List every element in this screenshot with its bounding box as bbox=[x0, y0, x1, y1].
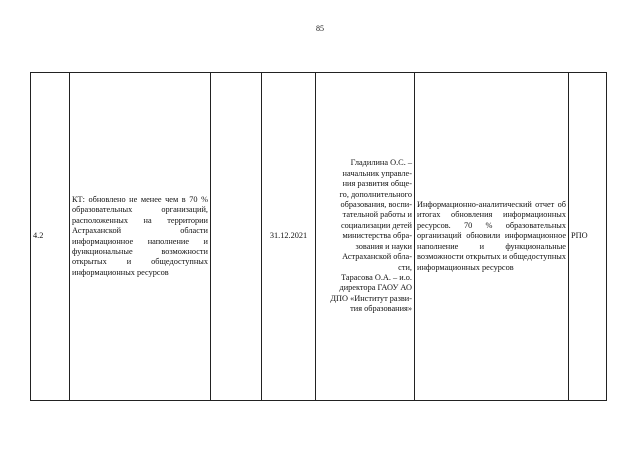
control-point-description-cell: КТ: обновлено не менее чем в 70 % образовательных организаций, расположенных на территории Астраханской области информационное наполнение и функциональные возможности открытых и общедоступных информационных ресурсов bbox=[70, 73, 211, 401]
responsible-line: социализации детей bbox=[340, 220, 412, 230]
responsible-line: начальник управле- bbox=[342, 168, 412, 178]
responsible-line: Тарасова О.А. – и.о. bbox=[341, 272, 412, 282]
plan-table bbox=[30, 72, 607, 401]
responsible-line: Астраханской обла- bbox=[342, 252, 412, 262]
document-code-cell: РПО bbox=[569, 73, 607, 401]
row-number-cell: 4.2 bbox=[31, 73, 70, 401]
empty-cell bbox=[211, 73, 262, 401]
responsible-line: министерства обра- bbox=[342, 231, 412, 241]
responsible-line: зования и науки bbox=[355, 241, 412, 251]
responsible-persons-cell bbox=[316, 73, 415, 401]
responsible-line: Гладилина О.С. – bbox=[350, 158, 412, 168]
responsible-line: директора ГАОУ АО bbox=[339, 283, 412, 293]
responsible-line: тия образования» bbox=[350, 304, 412, 314]
table-row bbox=[31, 73, 607, 401]
page-number: 85 bbox=[316, 24, 324, 33]
responsible-line: ния развития обще- bbox=[342, 179, 412, 189]
responsible-line: образования, воспи- bbox=[340, 200, 412, 210]
responsible-line: сти, bbox=[398, 262, 412, 272]
deadline-date-cell: 31.12.2021 bbox=[262, 73, 316, 401]
responsible-line: ДПО «Институт разви- bbox=[330, 293, 412, 303]
responsible-line: тательной работы и bbox=[342, 210, 412, 220]
expected-result-cell: Информационно-аналитический отчет об итогах обновления информационных ресурсов. 70 % образовательных организаций обновили информационное наполнение и функциональные возможности открытых и общедоступных информационных ресурсов bbox=[415, 73, 569, 401]
responsible-line: го, дополнительного bbox=[339, 189, 412, 199]
